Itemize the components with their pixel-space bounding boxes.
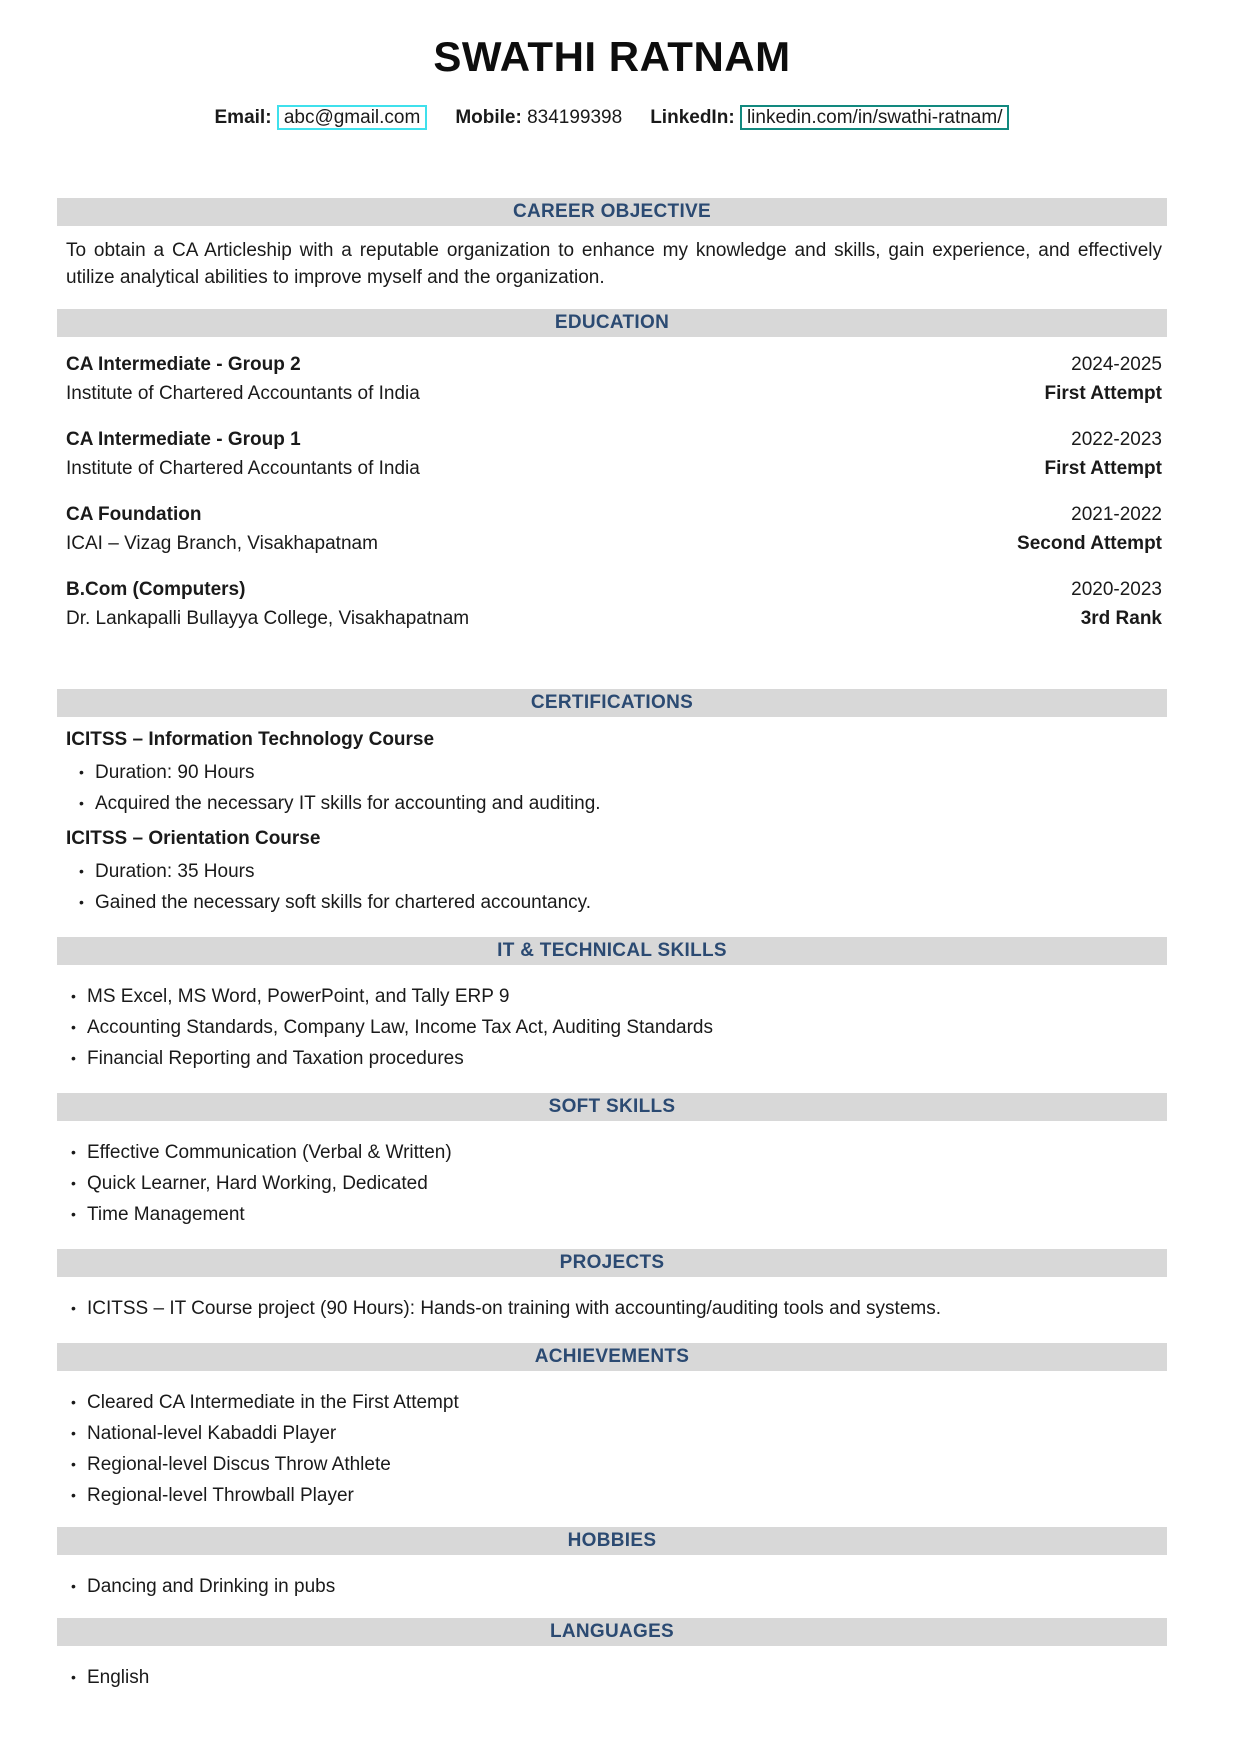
education-entry-left <box>66 425 420 483</box>
section-title: HOBBIES <box>567 1530 657 1551</box>
email-label: Email: <box>214 107 272 128</box>
bullet-icon <box>66 1486 87 1506</box>
result: 3rd Rank <box>1080 608 1162 629</box>
bullet-icon <box>66 1577 87 1597</box>
institution-name: Institute of Chartered Accountants of India <box>66 383 420 404</box>
career-objective-text: To obtain a CA Articleship with a reputable organization to enhance my knowledge and skills, gain experience, and effectively utilize analytical abilities to improve myself and the organization. <box>66 240 1162 288</box>
bullet-item: • Acquired the necessary IT skills for accounting and auditing. <box>74 794 1167 814</box>
education-entry-left <box>66 350 420 408</box>
education-entry-left <box>66 500 378 558</box>
section-header-projects <box>57 1249 1167 1277</box>
bullet-item: • National-level Kabaddi Player <box>66 1424 1167 1444</box>
bullet-item: • Dancing and Drinking in pubs <box>66 1577 1167 1597</box>
bullet-item: • Duration: 35 Hours <box>74 862 1167 882</box>
section-header-it-skills <box>57 937 1167 965</box>
section-title: CERTIFICATIONS <box>530 692 694 713</box>
bullet-item: • Regional-level Throwball Player <box>66 1486 1167 1506</box>
years: 2024-2025 <box>1071 354 1162 375</box>
years: 2021-2022 <box>1071 504 1162 525</box>
degree-name: CA Intermediate - Group 2 <box>66 354 301 375</box>
section-title: CAREER OBJECTIVE <box>512 201 711 222</box>
education-entry <box>66 425 1162 483</box>
certification-bullets <box>57 862 1167 913</box>
institution-name: ICAI – Vizag Branch, Visakhapatnam <box>66 533 378 554</box>
education-entry <box>66 575 1162 633</box>
it-skills-list <box>57 987 1167 1069</box>
bullet-item: • ICITSS – IT Course project (90 Hours): Hands-on training with accounting/auditing tools and systems. <box>66 1299 1167 1319</box>
section-title: LANGUAGES <box>549 1621 675 1642</box>
bullet-icon <box>74 763 95 783</box>
achievements-list <box>57 1393 1167 1506</box>
result: First Attempt <box>1044 458 1162 479</box>
languages-list <box>57 1668 1167 1688</box>
section-header-hobbies <box>57 1527 1167 1555</box>
education-entry-right <box>1017 500 1162 558</box>
bullet-item: • Accounting Standards, Company Law, Income Tax Act, Auditing Standards <box>66 1018 1167 1038</box>
section-header-education <box>57 309 1167 337</box>
bullet-icon <box>66 987 87 1007</box>
degree-name: B.Com (Computers) <box>66 579 246 600</box>
bullet-icon <box>66 1049 87 1069</box>
bullet-item: • Cleared CA Intermediate in the First Attempt <box>66 1393 1167 1413</box>
bullet-icon <box>66 1205 87 1225</box>
email-link[interactable]: abc@gmail.com <box>277 105 428 130</box>
certification-name: ICITSS – Orientation Course <box>66 828 321 849</box>
bullet-icon <box>66 1393 87 1413</box>
bullet-icon <box>74 794 95 814</box>
section-title: PROJECTS <box>559 1252 665 1273</box>
degree-name: CA Intermediate - Group 1 <box>66 429 301 450</box>
years: 2020-2023 <box>1071 579 1162 600</box>
bullet-icon <box>74 862 95 882</box>
section-header-certifications <box>57 689 1167 717</box>
soft-skills-list <box>57 1143 1167 1225</box>
institution-name: Institute of Chartered Accountants of India <box>66 458 420 479</box>
bullet-icon <box>74 893 95 913</box>
education-list <box>57 350 1167 633</box>
bullet-icon <box>66 1424 87 1444</box>
bullet-icon <box>66 1455 87 1475</box>
section-header-soft-skills <box>57 1093 1167 1121</box>
result: Second Attempt <box>1017 533 1162 554</box>
education-entry <box>66 350 1162 408</box>
result: First Attempt <box>1044 383 1162 404</box>
contact-email <box>215 107 428 128</box>
section-title: ACHIEVEMENTS <box>534 1346 690 1367</box>
bullet-item: • Regional-level Discus Throw Athlete <box>66 1455 1167 1475</box>
education-entry-right <box>1071 575 1162 633</box>
contact-linkedin <box>650 107 1009 128</box>
bullet-item: • Duration: 90 Hours <box>74 763 1167 783</box>
education-entry <box>66 500 1162 558</box>
bullet-icon <box>66 1299 87 1319</box>
bullet-icon <box>66 1018 87 1038</box>
bullet-icon <box>66 1174 87 1194</box>
bullet-icon <box>66 1143 87 1163</box>
education-entry-right <box>1044 350 1162 408</box>
institution-name: Dr. Lankapalli Bullayya College, Visakhapatnam <box>66 608 470 629</box>
linkedin-label: LinkedIn: <box>650 107 735 128</box>
bullet-item: • Financial Reporting and Taxation procedures <box>66 1049 1167 1069</box>
linkedin-link[interactable]: linkedin.com/in/swathi-ratnam/ <box>740 105 1010 130</box>
section-header-career-objective <box>57 198 1167 226</box>
mobile-value: 834199398 <box>527 107 623 128</box>
certification-name: ICITSS – Information Technology Course <box>66 729 435 750</box>
degree-name: CA Foundation <box>66 504 202 525</box>
education-entry-left <box>66 575 469 633</box>
section-title: IT & TECHNICAL SKILLS <box>497 940 727 961</box>
mobile-label: Mobile: <box>455 107 522 128</box>
bullet-item: • Quick Learner, Hard Working, Dedicated <box>66 1174 1167 1194</box>
section-header-achievements <box>57 1343 1167 1371</box>
education-entry-right <box>1044 425 1162 483</box>
contact-mobile <box>455 107 622 128</box>
years: 2022-2023 <box>1071 429 1162 450</box>
resume-content <box>57 0 1167 1688</box>
bullet-icon <box>66 1668 87 1688</box>
section-title: SOFT SKILLS <box>548 1096 676 1117</box>
bullet-item: • Gained the necessary soft skills for chartered accountancy. <box>74 893 1167 913</box>
certification-bullets <box>57 763 1167 814</box>
contact-row <box>57 105 1167 130</box>
bullet-item: • Time Management <box>66 1205 1167 1225</box>
page-title: SWATHI RATNAM <box>433 33 791 80</box>
section-header-languages <box>57 1618 1167 1646</box>
bullet-item: • English <box>66 1668 1167 1688</box>
projects-list <box>57 1299 1167 1319</box>
bullet-item: • Effective Communication (Verbal & Written) <box>66 1143 1167 1163</box>
hobbies-list <box>57 1577 1167 1597</box>
bullet-item: • MS Excel, MS Word, PowerPoint, and Tally ERP 9 <box>66 987 1167 1007</box>
section-title: EDUCATION <box>554 312 670 333</box>
